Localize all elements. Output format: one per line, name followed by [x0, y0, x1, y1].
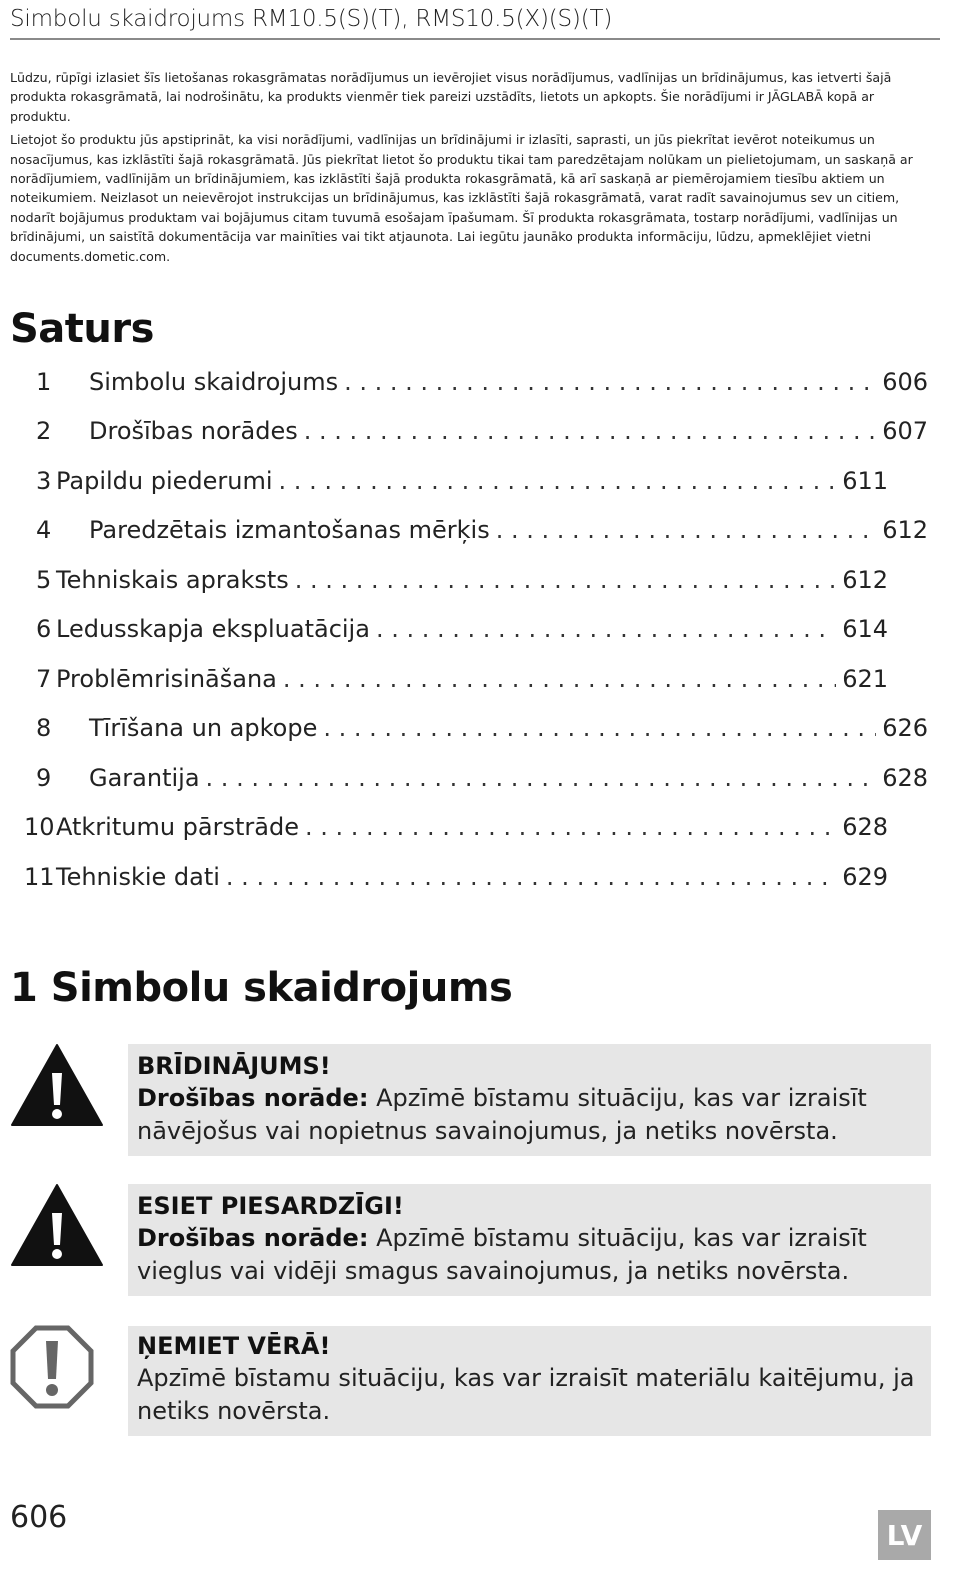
toc-item-title: Tehniskais apraksts	[56, 566, 289, 594]
toc-item-number: 1	[36, 368, 52, 396]
toc-item-page: 611	[842, 467, 888, 495]
toc-item-title: Garantija	[89, 764, 200, 792]
toc-item-number: 8	[36, 714, 52, 742]
toc-leader-dots	[376, 615, 836, 643]
running-header: Simbolu skaidrojums RM10.5(S)(T), RMS10.5(X)(S)(T)	[10, 6, 940, 40]
toc-item-title: Drošības norādes	[89, 417, 298, 445]
toc-item-title: Atkritumu pārstrāde	[56, 813, 299, 841]
toc-item[interactable]	[36, 714, 928, 754]
toc-leader-dots	[304, 417, 876, 445]
toc-leader-dots	[323, 714, 876, 742]
toc-leader-dots	[305, 813, 836, 841]
toc-item-number: 7	[36, 665, 52, 693]
toc-item-number: 9	[36, 764, 52, 792]
toc-leader-dots	[344, 368, 876, 396]
notice-text: Apzīmē bīstamu situāciju, kas var izraisīt materiālu kaitējumu, ja netiks novērsta.	[137, 1364, 915, 1425]
notice-title: BRĪDINĀJUMS!	[137, 1052, 331, 1080]
toc-item-number: 2	[36, 417, 52, 445]
toc-item[interactable]	[36, 764, 928, 804]
toc-item-page: 606	[882, 368, 928, 396]
toc-item-number: 11	[24, 863, 55, 891]
toc-item-number: 5	[36, 566, 52, 594]
toc-item[interactable]	[24, 813, 888, 853]
notice-caution	[128, 1184, 931, 1296]
notice-description: Apzīmē bīstamu situāciju, kas var izraisīt vieglus vai vidēji smagus savainojumus, ja netiks novērsta.	[137, 1224, 867, 1285]
toc-item-page: 628	[842, 813, 888, 841]
section-heading: 1 Simbolu skaidrojums	[10, 965, 513, 1011]
language-tab: LV	[878, 1510, 931, 1560]
toc-leader-dots	[226, 863, 836, 891]
toc-leader-dots	[295, 566, 836, 594]
notice-description: Apzīmē bīstamu situāciju, kas var izraisīt nāvējošus vai nopietnus savainojumus, ja netiks novērsta.	[137, 1084, 867, 1145]
notice-label: Drošības norāde:	[137, 1084, 369, 1112]
toc-item-number: 6	[36, 615, 52, 643]
warning-triangle-icon	[10, 1043, 104, 1127]
notice-title: ŅEMIET VĒRĀ!	[137, 1332, 331, 1360]
notice-label: Drošības norāde:	[137, 1224, 369, 1252]
intro-paragraph-2: Lietojot šo produktu jūs apstiprināt, ka visi norādījumi, vadlīnijas un brīdinājumi ir izlasīti, saprasti, un jūs piekrītat ievērot noteikumus un nosacījumus, kas izklāstīti šajā rokasgrāmatā. Jūs piekrītat lietot šo produktu tikai tam paredzētajam nolūkam un pielietojumam, un saskaņā ar norādījumiem, vadlīnijām un brīdinājumiem, kas izklāstīti šajā produkta rokasgrāmatā, kā arī saskaņā ar piemērojamiem tiesību aktiem un noteikumiem. Neizlasot un neievērojot instrukcijas un brīdinājumus, kas izklāstīti šajā rokasgrāmatā, varat radīt savainojumus sev un citiem, nodarīt bojājumus produktam vai bojājumus citam tuvumā esošajam īpašumam. Šī produkta rokasgrāmata, tostarp norādījumi, vadlīnijas un brīdinājumi, un saistītā dokumentācija var mainīties vai tikt atjaunota. Lai iegūtu jaunāko produkta informāciju, lūdzu, apmeklējiet vietni documents.dometic.com.	[10, 132, 913, 264]
notice-text	[137, 1222, 921, 1288]
toc-item-page: 612	[882, 516, 928, 544]
notice-title: ESIET PIESARDZĪGI!	[137, 1192, 404, 1220]
toc-item-number: 3	[36, 467, 52, 495]
toc-item[interactable]	[36, 566, 888, 606]
notice-warning	[128, 1044, 931, 1156]
toc-item-page: 607	[882, 417, 928, 445]
toc-item[interactable]	[36, 665, 888, 705]
toc-item-title: Tīrīšana un apkope	[89, 714, 318, 742]
toc-item[interactable]	[36, 615, 888, 655]
toc-item-title: Simbolu skaidrojums	[89, 368, 339, 396]
intro-text	[10, 68, 935, 270]
toc-leader-dots	[206, 764, 877, 792]
toc-item[interactable]	[36, 368, 928, 408]
notice-attention	[128, 1326, 931, 1436]
toc-leader-dots	[279, 467, 837, 495]
notice-octagon-icon	[10, 1325, 94, 1409]
notice-text	[137, 1082, 921, 1148]
toc-item-title: Problēmrisināšana	[56, 665, 277, 693]
toc-item-number: 4	[36, 516, 52, 544]
toc-item-page: 629	[842, 863, 888, 891]
toc-leader-dots	[496, 516, 876, 544]
toc-item-title: Paredzētais izmantošanas mērķis	[89, 516, 490, 544]
toc-heading: Saturs	[10, 306, 154, 352]
toc-item[interactable]	[36, 467, 888, 507]
toc-item-page: 614	[842, 615, 888, 643]
toc-item-page: 626	[882, 714, 928, 742]
intro-paragraph-1: Lūdzu, rūpīgi izlasiet šīs lietošanas rokasgrāmatas norādījumus un ievērojiet visus norādījumus, vadlīnijas un brīdinājumus, kas ietverti šajā produkta rokasgrāmatā, lai nodrošinātu, ka produkts vienmēr tiek pareizi uzstādīts, lietots un apkopts. Šie norādījumi ir JĀGLABĀ kopā ar produktu.	[10, 70, 892, 124]
page-number: 606	[10, 1500, 68, 1535]
toc-item-number: 10	[24, 813, 55, 841]
toc-item-page: 612	[842, 566, 888, 594]
toc-item-title: Ledusskapja ekspluatācija	[56, 615, 370, 643]
toc-item[interactable]	[24, 863, 888, 903]
toc-item-page: 628	[882, 764, 928, 792]
warning-triangle-icon	[10, 1183, 104, 1267]
toc-item-title: Papildu piederumi	[56, 467, 273, 495]
toc-item-title: Tehniskie dati	[56, 863, 220, 891]
toc-leader-dots	[283, 665, 836, 693]
toc-item-page: 621	[842, 665, 888, 693]
toc-item[interactable]	[36, 516, 928, 556]
toc-item[interactable]	[36, 417, 928, 457]
